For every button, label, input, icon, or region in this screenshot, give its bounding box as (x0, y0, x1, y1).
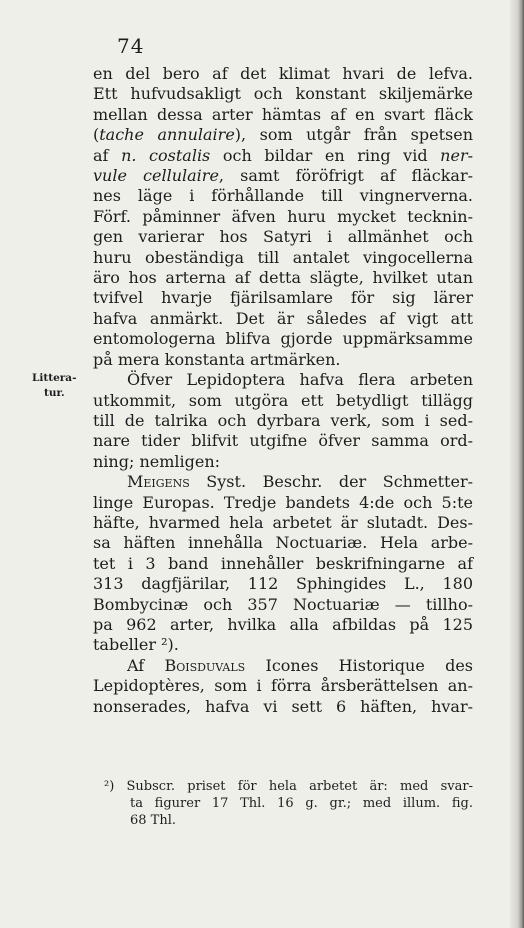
italic-term: tache annulaire (99, 125, 235, 145)
footnote-line: ²) Subscr. priset för hela arbetet är: med svar- (104, 779, 473, 794)
text-span: Syst. Beschr. der Schmetter- (189, 472, 473, 492)
text-line: huru obeständiga till antalet vingocellerna (93, 247, 473, 267)
text-line: nes läge i förhållande till vingnerverna. (93, 186, 473, 206)
text-line: äro hos arterna af detta slägte, hvilket utan (93, 268, 473, 288)
text-line: Förf. påminner äfven huru mycket tecknin- (93, 206, 473, 226)
margin-note-line-2: tur. (44, 387, 65, 399)
page-edge (510, 0, 524, 928)
text-span: och bildar en ring vid (210, 145, 441, 165)
footnote-line: 68 Thl. (130, 813, 177, 828)
text-line (93, 146, 473, 166)
text-line: en del bero af det klimat hvari de lefva. (93, 64, 473, 83)
text-line: mellan dessa arter hämtas af en svart fläck (93, 104, 473, 124)
text-line: ning; nemligen: (93, 451, 221, 471)
text-span: ), som utgår från spetsen (234, 125, 473, 145)
footnote-line: ta figurer 17 Thl. 16 g. gr.; med illum. fig. (130, 796, 473, 811)
text-line (93, 125, 473, 145)
text-line: Bombycinæ och 357 Noctuariæ — tillho- (93, 594, 473, 614)
italic-term: ner- (440, 145, 473, 165)
text-line: gen varierar hos Satyri i allmänhet och (93, 227, 473, 247)
text-line: tet i 3 band innehåller beskrifningarne af (93, 553, 473, 573)
text-line: tvifvel hvarje fjärilsamlare för sig lärer (93, 288, 473, 308)
text-span: Icones Historique des (245, 655, 474, 675)
text-line (93, 656, 473, 676)
text-line: linge Europas. Tredje bandets 4:de och 5:te (93, 492, 473, 512)
author-name: Boisduvals (164, 655, 246, 675)
text-line: pa 962 arter, hvilka alla afbildas på 125 (93, 614, 473, 634)
text-line: 313 dagfjärilar, 112 Sphingides L., 180 (93, 574, 473, 594)
body-text (93, 64, 473, 717)
text-line: utkommit, som utgöra ett betydligt tillägg (93, 390, 473, 410)
italic-term: vule cellulaire (93, 166, 219, 186)
text-line: Ett hufvudsakligt och konstant skiljemärke (93, 84, 473, 104)
author-name: Meigens (127, 472, 190, 492)
text-line (93, 166, 473, 186)
text-span: af (93, 145, 122, 165)
text-span: , samt föröfrigt af fläckar- (218, 166, 473, 186)
text-span: Af (127, 655, 165, 675)
text-line: till de talrika och dyrbara verk, som i sed- (93, 410, 473, 430)
text-line: Öfver Lepidoptera hafva flera arbeten (127, 370, 473, 390)
text-line: nonserades, hafva vi sett 6 häften, hvar- (93, 696, 473, 716)
text-line: hafva anmärkt. Det är således af vigt att (93, 308, 473, 328)
text-line: häfte, hvarmed hela arbetet är slutadt. Des- (93, 512, 473, 532)
text-span: ( (93, 125, 100, 145)
italic-term: n. costalis (121, 145, 211, 165)
text-line: sa häften innehålla Noctuariæ. Hela arbe- (93, 533, 473, 553)
text-line (93, 472, 473, 492)
text-line: entomologerna blifva gjorde uppmärksamme (93, 329, 473, 349)
margin-note-line-1: Littera- (32, 372, 77, 384)
text-line: tabeller ²). (93, 635, 179, 655)
text-line: Lepidoptères, som i förra årsberättelsen an- (93, 676, 473, 696)
page-number: 74 (117, 34, 145, 58)
footnote (104, 778, 473, 829)
text-line: på mera konstanta artmärken. (93, 349, 341, 369)
text-line: nare tider blifvit utgifne öfver samma ord- (93, 431, 473, 451)
